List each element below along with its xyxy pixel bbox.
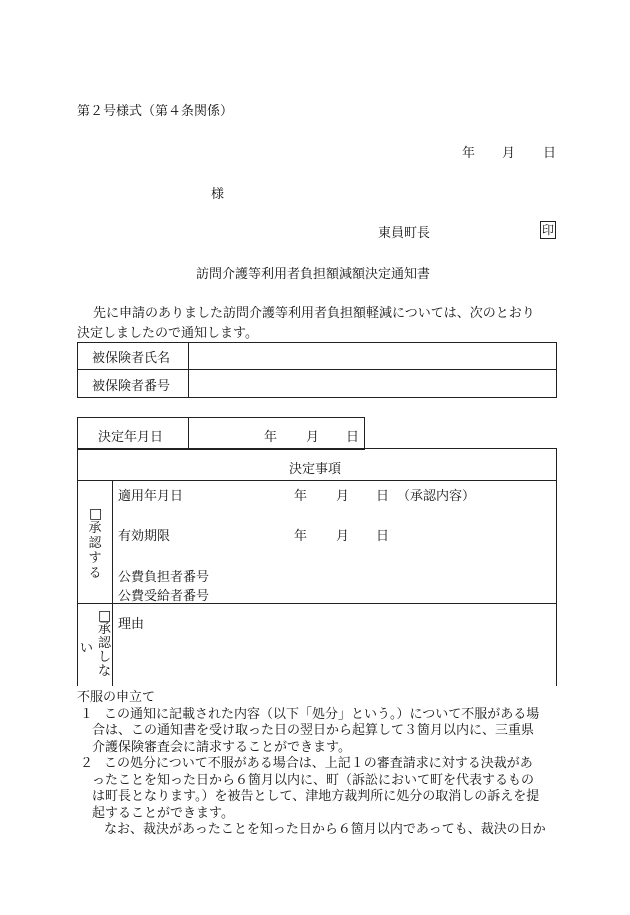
reason-label: 理由 — [118, 617, 145, 632]
intro-line-1: 先に申請のありました訪問介護等利用者負担額軽減については、次のとおり — [93, 306, 535, 321]
valid-period-year: 年 — [294, 529, 308, 544]
document-title: 訪問介護等利用者負担額減額決定通知書 — [196, 267, 431, 282]
applicable-date-label: 適用年月日 — [118, 489, 184, 504]
disapprove-vertical-overflow: い — [80, 641, 94, 656]
date-year: 年 — [462, 146, 476, 161]
appeal-item-1-line-3: 介護保険審査会に請求することができます。 — [92, 740, 351, 755]
form-number: 第２号様式（第４条関係） — [77, 104, 234, 119]
appeal-item-2-line-1: この処分について不服がある場合は、上記１の審査請求に対する決裁があ — [104, 756, 533, 771]
appeal-item-2-line-2: ったことを知った日から６箇月以内に、町（訴訟において町を代表するもの — [92, 773, 535, 788]
valid-period-label: 有効期限 — [118, 529, 171, 544]
disapprove-checkbox[interactable]: □ — [98, 608, 112, 624]
intro-line-2: 決定しましたので通知します。 — [77, 326, 258, 341]
valid-period-month: 月 — [336, 529, 350, 544]
issuer: 東員町長 — [378, 226, 431, 241]
appeal-note: なお、裁決があったことを知った日から６箇月以内であっても、裁決の日か — [104, 822, 546, 837]
appeal-item-2-number: ２ — [80, 756, 94, 771]
seal-stamp: 印 — [541, 223, 554, 237]
date-month: 月 — [502, 146, 516, 161]
approve-vertical-label: 承 認 す る — [88, 521, 102, 581]
valid-period-day: 日 — [376, 529, 390, 544]
appeal-item-1-number: １ — [80, 707, 94, 722]
applicable-date-month: 月 — [336, 489, 350, 504]
appeal-item-2-line-4: 起することができます。 — [92, 806, 234, 821]
decision-items-header: 決定事項 — [289, 462, 342, 477]
public-recipient-label: 公費受給者番号 — [118, 589, 210, 604]
appeal-item-2-line-3: は町長となります。）を被告として、津地方裁判所に処分の取消しの訴えを提 — [92, 789, 540, 804]
decision-date-label: 決定年月日 — [98, 430, 164, 445]
addressee-suffix: 様 — [211, 187, 225, 202]
date-day: 日 — [543, 146, 557, 161]
decision-date-year: 年 — [264, 430, 278, 445]
appeal-item-1-line-1: この通知に記載された内容（以下「処分」という。）について不服がある場 — [104, 707, 540, 722]
decision-date-day: 日 — [346, 430, 360, 445]
applicable-date-day: 日 — [376, 489, 390, 504]
decision-date-month: 月 — [306, 430, 320, 445]
public-payer-label: 公費負担者番号 — [118, 570, 210, 585]
insured-name-label: 被保険者氏名 — [92, 351, 171, 366]
applicable-date-year: 年 — [294, 489, 308, 504]
appeal-item-1-line-2: 合は、この通知書を受け取った日の翌日から起算して３箇月以内に、三重県 — [92, 723, 535, 738]
insured-number-label: 被保険者番号 — [92, 379, 171, 394]
approval-content-label: （承認内容） — [397, 489, 476, 504]
disapprove-vertical-label: 承 認 し な — [97, 622, 111, 679]
appeal-heading: 不服の申立て — [77, 690, 156, 705]
approve-checkbox[interactable]: □ — [89, 506, 103, 522]
